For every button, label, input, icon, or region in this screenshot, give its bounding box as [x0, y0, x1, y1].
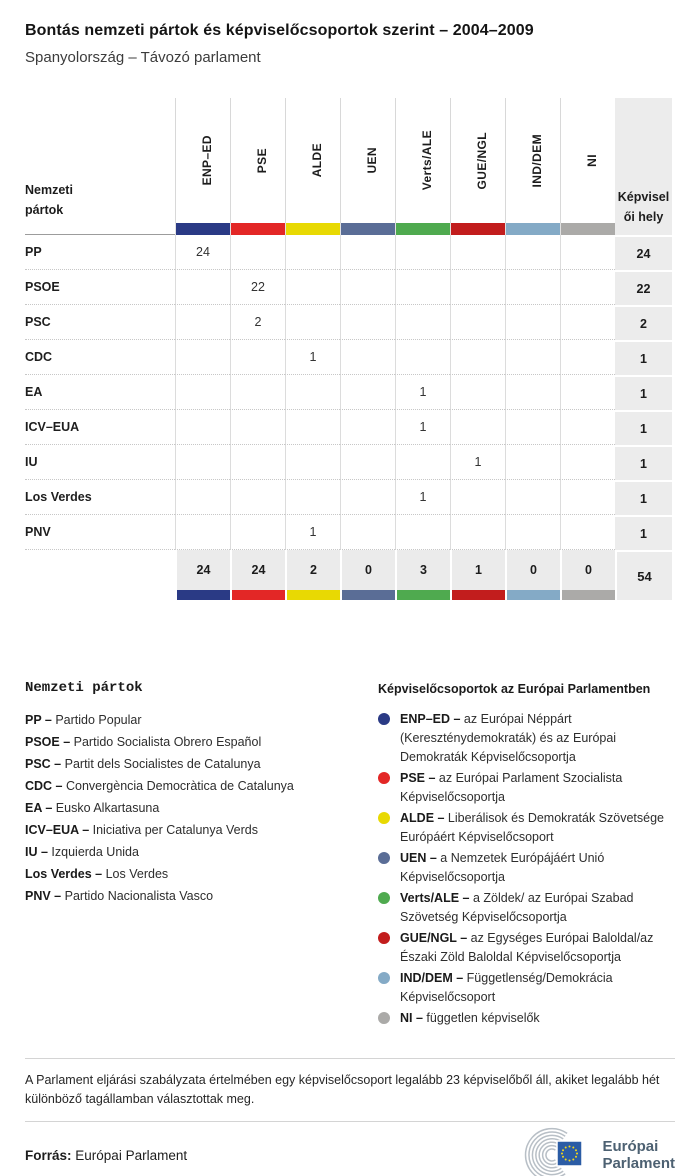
group-column-header: Verts/ALE	[395, 98, 450, 223]
seat-cell	[230, 410, 285, 445]
seat-cell: 1	[285, 515, 340, 550]
group-color-bar-bottom	[285, 590, 340, 600]
group-color-bar	[560, 223, 615, 235]
seat-cell	[230, 235, 285, 270]
seat-cell	[505, 270, 560, 305]
seat-cell: 24	[175, 235, 230, 270]
seat-cell: 1	[450, 445, 505, 480]
seat-cell: 2	[230, 305, 285, 340]
seat-cell	[450, 235, 505, 270]
group-total-cell: 0	[340, 550, 395, 590]
group-description: IND/DEM – Függetlenség/Demokrácia Képviselőcsoport	[400, 971, 613, 1004]
divider-bottom	[25, 1121, 675, 1122]
group-description: NI – független képviselők	[400, 1011, 540, 1025]
seats-total-cell: 24	[615, 235, 672, 270]
legend-group-item	[378, 1009, 675, 1028]
seat-cell	[560, 445, 615, 480]
legend-group-item	[378, 889, 675, 927]
group-total-cell: 24	[230, 550, 285, 590]
seats-total-cell: 1	[615, 515, 672, 550]
seat-cell	[505, 515, 560, 550]
group-column-header: ALDE	[285, 98, 340, 223]
group-column-header: NI	[560, 98, 615, 223]
seat-cell	[230, 515, 285, 550]
corner-underline	[25, 223, 175, 235]
party-name: Partido Nacionalista Vasco	[61, 889, 214, 903]
seat-cell	[340, 270, 395, 305]
seat-cell	[340, 305, 395, 340]
seat-cell	[560, 305, 615, 340]
group-color-bar-bottom	[340, 590, 395, 600]
seat-cell	[285, 235, 340, 270]
legend-party-item	[25, 885, 378, 907]
party-row-label: PSC	[25, 305, 175, 340]
party-abbr: PSOE –	[25, 735, 71, 749]
party-name: Los Verdes	[102, 867, 169, 881]
seat-cell	[560, 340, 615, 375]
party-abbr: PSC –	[25, 757, 62, 771]
seats-total-cell: 1	[615, 375, 672, 410]
divider-top	[25, 1058, 675, 1059]
seat-cell	[175, 375, 230, 410]
seat-cell	[285, 305, 340, 340]
page-title: Bontás nemzeti pártok és képviselőcsoportok szerint – 2004–2009	[25, 22, 534, 39]
legend-party-item	[25, 863, 378, 885]
legend-group-item	[378, 969, 675, 1007]
seat-cell	[560, 235, 615, 270]
seat-cell	[285, 270, 340, 305]
legend-national-parties	[25, 680, 378, 1030]
group-color-dot	[378, 713, 390, 725]
party-row-label: EA	[25, 375, 175, 410]
seat-cell	[560, 480, 615, 515]
footnote: A Parlament eljárási szabályzata értelmében egy képviselőcsoport legalább 23 képviselőből áll, akiket legalább hét különböző tagállamban választottak meg.	[25, 1073, 660, 1106]
party-name: Partit dels Socialistes de Catalunya	[61, 757, 261, 771]
ep-logo-line1: Európai	[602, 1138, 659, 1155]
legends-section	[25, 680, 675, 1030]
group-total-cell: 2	[285, 550, 340, 590]
group-column-header: IND/DEM	[505, 98, 560, 223]
group-color-bar	[505, 223, 560, 235]
seat-cell	[560, 270, 615, 305]
seat-cell	[505, 235, 560, 270]
seat-cell	[285, 375, 340, 410]
party-abbr: PP –	[25, 713, 52, 727]
seat-cell	[340, 445, 395, 480]
group-color-bar	[340, 223, 395, 235]
seat-cell	[175, 480, 230, 515]
group-column-header: ENP–ED	[175, 98, 230, 223]
group-description: UEN – a Nemzetek Európájáért Unió Képviselőcsoportja	[400, 851, 605, 884]
group-description: Verts/ALE – a Zöldek/ az Európai Szabad Szövetség Képviselőcsoportja	[400, 891, 634, 924]
seat-cell	[450, 410, 505, 445]
seats-total-cell: 1	[615, 340, 672, 375]
seat-cell	[505, 410, 560, 445]
group-total-cell: 0	[560, 550, 615, 590]
group-color-bar-bottom	[395, 590, 450, 600]
seat-cell	[505, 340, 560, 375]
seat-cell	[230, 375, 285, 410]
legend-party-item	[25, 753, 378, 775]
grand-total-cell: 54	[615, 550, 672, 600]
party-row-label: ICV–EUA	[25, 410, 175, 445]
seat-cell	[505, 305, 560, 340]
legend-group-item	[378, 929, 675, 967]
group-color-dot	[378, 892, 390, 904]
seat-cell	[230, 445, 285, 480]
party-name: Iniciativa per Catalunya Verds	[89, 823, 258, 837]
party-row-label: CDC	[25, 340, 175, 375]
party-abbr: EA –	[25, 801, 53, 815]
group-color-bar-bottom	[175, 590, 230, 600]
seat-cell	[395, 305, 450, 340]
seat-cell	[395, 235, 450, 270]
seat-cell	[395, 515, 450, 550]
seat-cell: 1	[395, 375, 450, 410]
legend-groups-title: Képviselőcsoportok az Európai Parlamentben	[378, 682, 651, 696]
seat-cell	[505, 480, 560, 515]
legend-party-item	[25, 819, 378, 841]
seats-column-header: Képvisel ői hely	[615, 98, 672, 235]
seat-cell	[175, 270, 230, 305]
group-total-cell: 0	[505, 550, 560, 590]
seat-cell: 1	[395, 480, 450, 515]
seat-cell: 1	[395, 410, 450, 445]
seat-cell	[560, 515, 615, 550]
seat-cell	[505, 375, 560, 410]
seats-total-cell: 2	[615, 305, 672, 340]
legend-group-item	[378, 710, 675, 767]
seat-cell	[560, 410, 615, 445]
group-column-header: UEN	[340, 98, 395, 223]
group-color-dot	[378, 812, 390, 824]
legend-party-item	[25, 731, 378, 753]
page-subtitle: Spanyolország – Távozó parlament	[25, 49, 261, 66]
group-color-dot	[378, 852, 390, 864]
ep-logo-line2: Parlament	[602, 1155, 675, 1172]
party-name: Izquierda Unida	[47, 845, 139, 859]
group-total-cell: 24	[175, 550, 230, 590]
seat-cell	[560, 375, 615, 410]
group-color-bar	[450, 223, 505, 235]
seat-cell	[230, 480, 285, 515]
group-color-dot	[378, 972, 390, 984]
party-row-label: PNV	[25, 515, 175, 550]
group-color-bar	[285, 223, 340, 235]
group-total-cell: 1	[450, 550, 505, 590]
party-abbr: CDC –	[25, 779, 63, 793]
legend-group-item	[378, 769, 675, 807]
seat-cell: 1	[285, 340, 340, 375]
group-color-bar	[395, 223, 450, 235]
seat-cell	[175, 305, 230, 340]
party-row-label: PSOE	[25, 270, 175, 305]
seat-cell	[285, 445, 340, 480]
seat-cell	[505, 445, 560, 480]
group-column-header: PSE	[230, 98, 285, 223]
seat-cell	[340, 235, 395, 270]
party-abbr: ICV–EUA –	[25, 823, 90, 837]
source-line	[25, 1148, 187, 1163]
party-row-label: Los Verdes	[25, 480, 175, 515]
seat-cell	[395, 270, 450, 305]
party-abbr: IU –	[25, 845, 48, 859]
group-color-dot	[378, 1012, 390, 1024]
party-name: Partido Socialista Obrero Español	[70, 735, 262, 749]
seat-cell	[340, 515, 395, 550]
seat-cell: 22	[230, 270, 285, 305]
group-color-bar	[175, 223, 230, 235]
seat-cell	[450, 340, 505, 375]
legend-parties-title: Nemzeti pártok	[25, 680, 143, 696]
ep-logo-text	[602, 1138, 675, 1172]
legend-group-item	[378, 849, 675, 887]
legend-political-groups	[378, 680, 675, 1030]
eu-flag-icon	[557, 1141, 582, 1166]
seat-cell	[285, 480, 340, 515]
party-name: Convergència Democràtica de Catalunya	[62, 779, 294, 793]
legend-party-item	[25, 709, 378, 731]
seat-cell	[340, 410, 395, 445]
seats-total-cell: 1	[615, 445, 672, 480]
seat-cell	[340, 340, 395, 375]
ep-logo	[516, 1127, 675, 1176]
seat-cell	[450, 305, 505, 340]
party-name: Partido Popular	[51, 713, 142, 727]
seat-cell	[450, 480, 505, 515]
seat-cell	[175, 515, 230, 550]
seats-total-cell: 1	[615, 480, 672, 515]
legend-groups-list	[378, 710, 675, 1028]
legend-party-item	[25, 841, 378, 863]
hemicycle-icon	[516, 1127, 594, 1176]
seats-total-cell: 22	[615, 270, 672, 305]
seats-table	[25, 98, 672, 600]
party-abbr: Los Verdes –	[25, 867, 103, 881]
group-description: ALDE – Liberálisok és Demokraták Szövetsége Európáért Képviselőcsoport	[400, 811, 665, 844]
totals-row-spacer	[25, 550, 175, 590]
source-label: Forrás:	[25, 1147, 72, 1163]
group-color-bar-bottom	[450, 590, 505, 600]
party-row-label: IU	[25, 445, 175, 480]
footer	[25, 1126, 675, 1176]
seat-cell	[175, 445, 230, 480]
group-description: PSE – az Európai Parlament Szocialista Képviselőcsoportja	[400, 771, 623, 804]
legend-party-item	[25, 797, 378, 819]
table-corner-header: Nemzeti pártok	[25, 182, 73, 218]
group-color-bar-bottom	[505, 590, 560, 600]
source-value: Európai Parlament	[75, 1147, 188, 1163]
party-name: Eusko Alkartasuna	[52, 801, 160, 815]
seat-cell	[340, 375, 395, 410]
seat-cell	[450, 270, 505, 305]
seat-cell	[395, 340, 450, 375]
group-color-dot	[378, 932, 390, 944]
seat-cell	[395, 445, 450, 480]
party-abbr: PNV –	[25, 889, 62, 903]
group-color-bar-bottom	[230, 590, 285, 600]
group-description: GUE/NGL – az Egységes Európai Baloldal/az Északi Zöld Baloldal Képviselőcsoportja	[400, 931, 654, 964]
group-column-header: GUE/NGL	[450, 98, 505, 223]
seat-cell	[450, 515, 505, 550]
seats-total-cell: 1	[615, 410, 672, 445]
group-color-bar	[230, 223, 285, 235]
seat-cell	[175, 340, 230, 375]
seat-cell	[340, 480, 395, 515]
seat-cell	[450, 375, 505, 410]
legend-group-item	[378, 809, 675, 847]
totals-bar-spacer	[25, 590, 175, 600]
seat-cell	[285, 410, 340, 445]
group-description: ENP–ED – az Európai Néppárt (Kereszténydemokraták) és az Európai Demokraták Képviselőcsoportja	[400, 712, 617, 764]
seat-cell	[175, 410, 230, 445]
group-color-dot	[378, 772, 390, 784]
group-color-bar-bottom	[560, 590, 615, 600]
seat-cell	[230, 340, 285, 375]
legend-party-item	[25, 775, 378, 797]
group-total-cell: 3	[395, 550, 450, 590]
party-row-label: PP	[25, 235, 175, 270]
legend-parties-list	[25, 709, 378, 907]
